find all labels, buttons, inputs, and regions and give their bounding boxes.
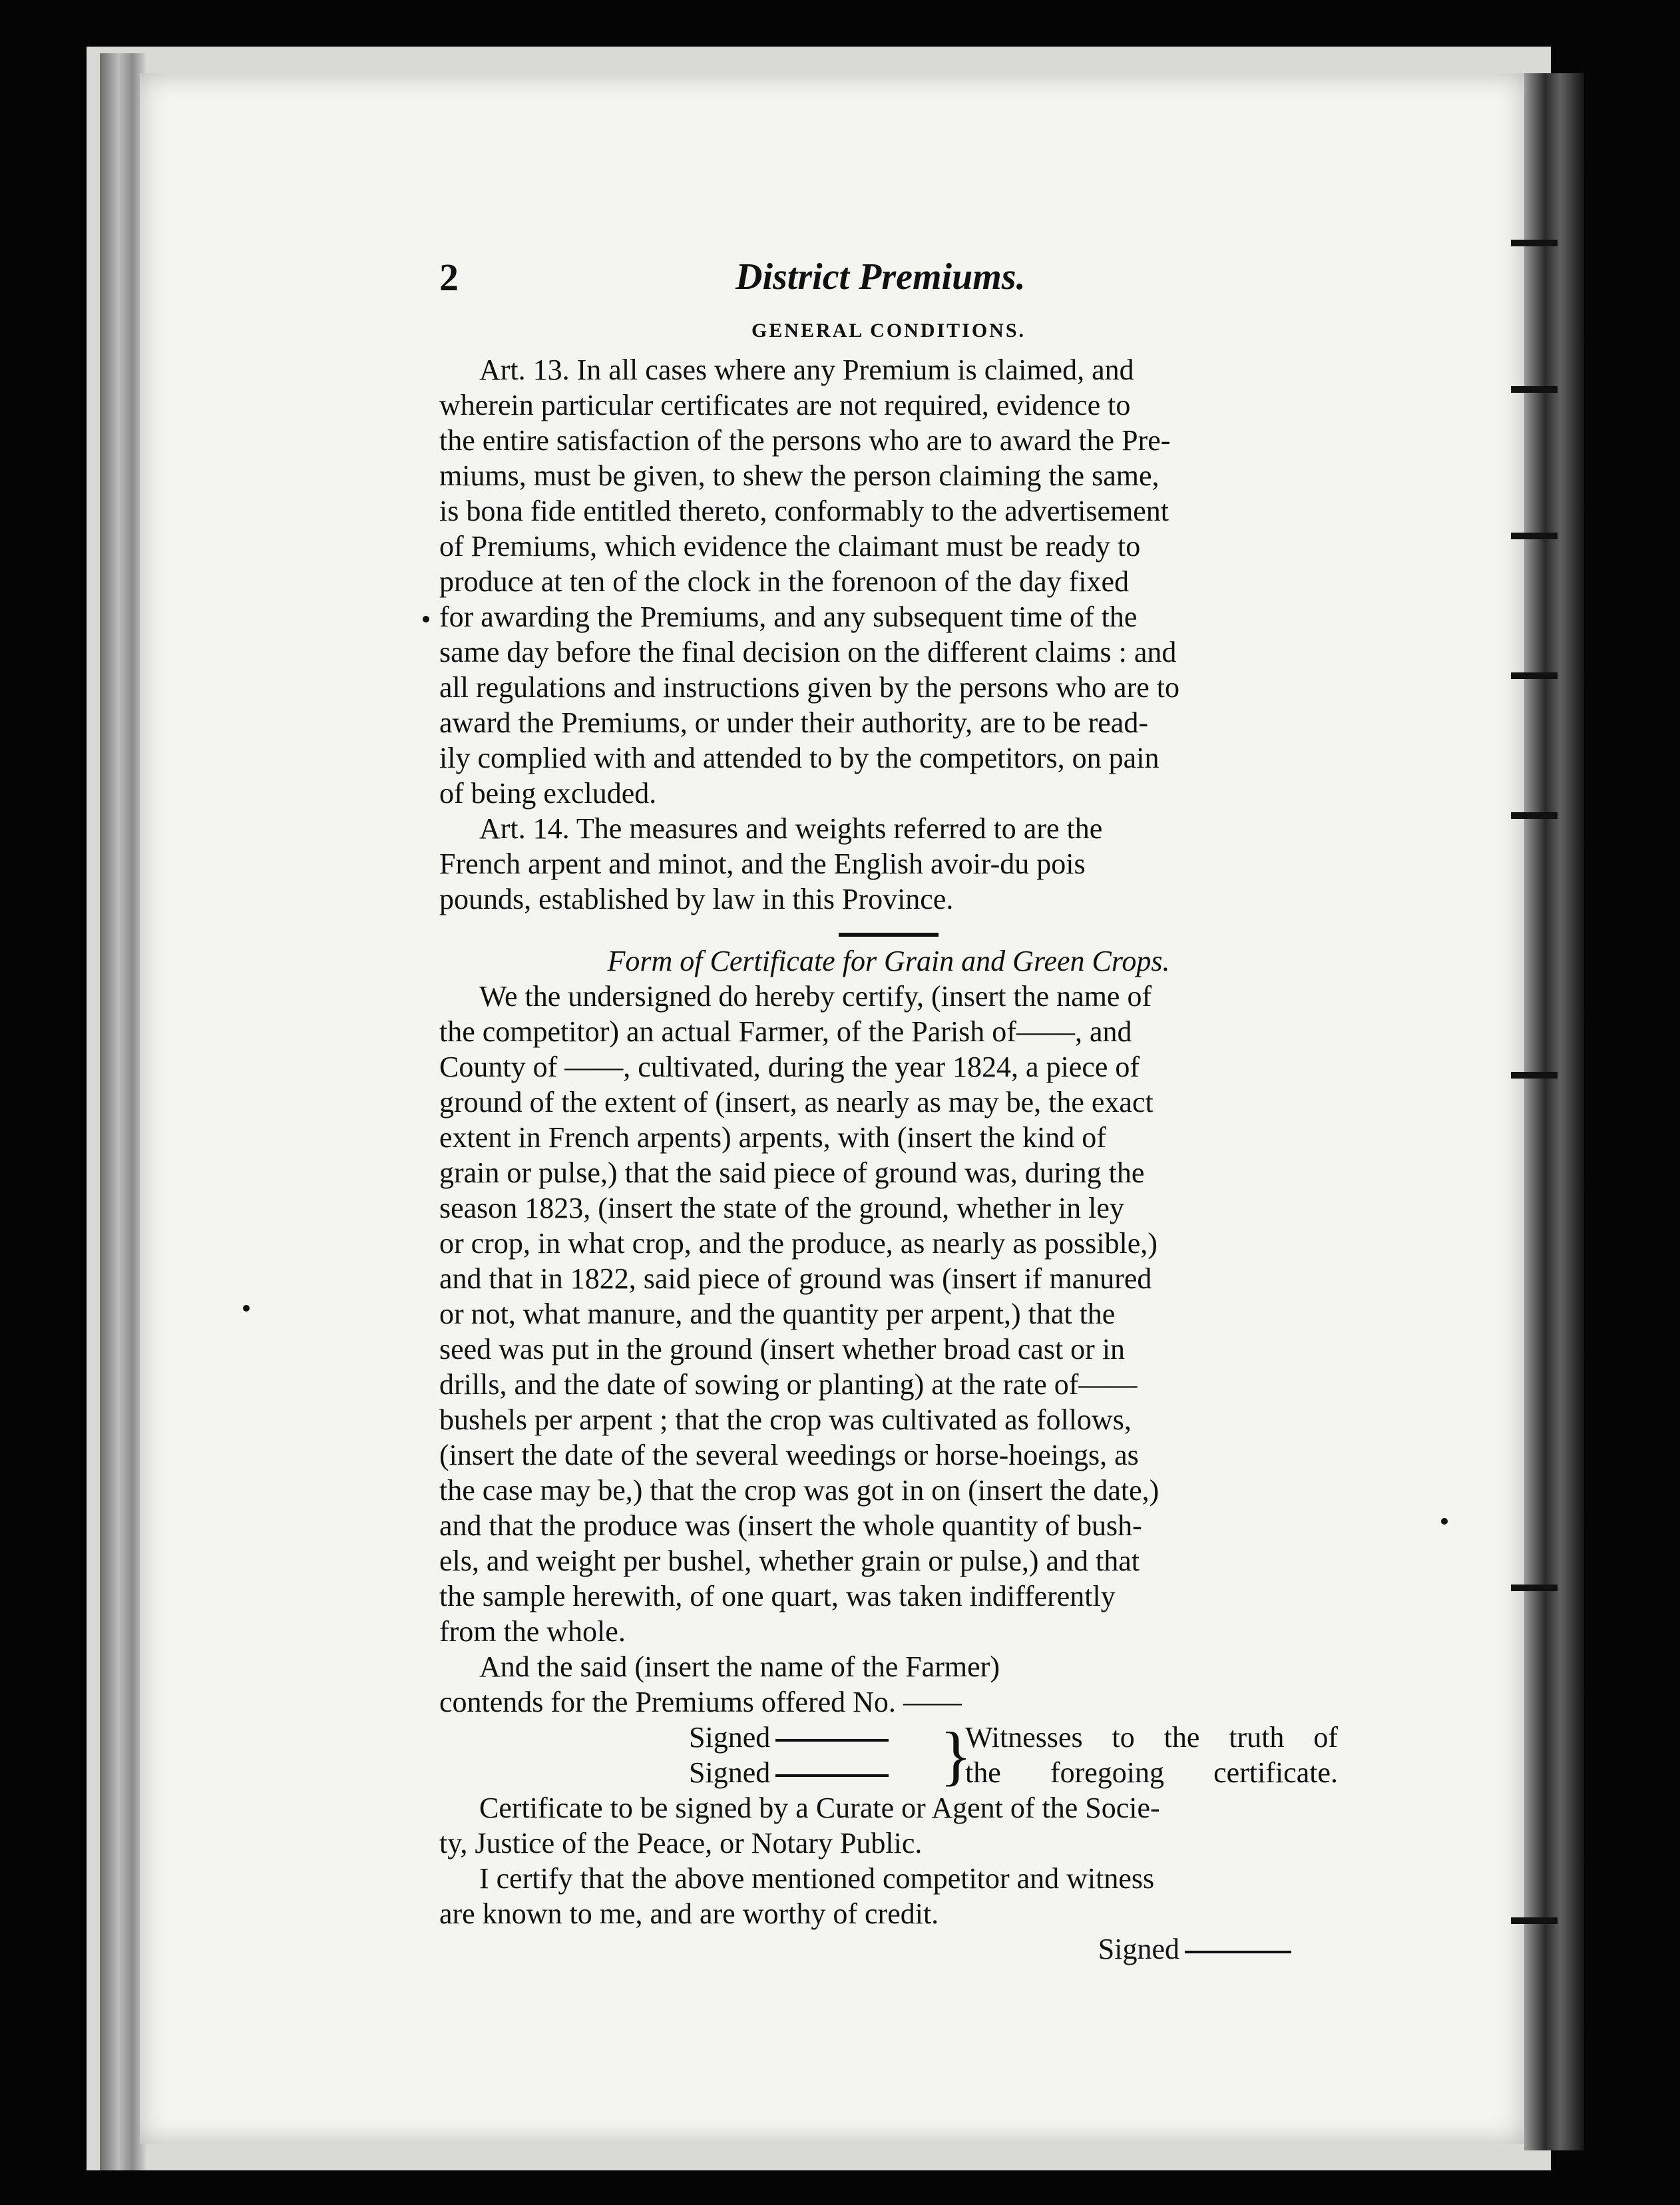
text-line: I certify that the above mentioned competitor and witness bbox=[479, 1862, 1155, 1895]
text-line: the sample herewith, of one quart, was taken indifferently bbox=[439, 1580, 1116, 1612]
binding-mark bbox=[1511, 1917, 1558, 1924]
text-line: contends for the Premiums offered No. —— bbox=[439, 1686, 962, 1718]
text-line: (insert the date of the several weedings or horse-hoeings, as bbox=[439, 1439, 1139, 1471]
binding-mark bbox=[1511, 1072, 1558, 1079]
text-line: Witnesses to the truth of bbox=[965, 1721, 1338, 1754]
text-line: or not, what manure, and the quantity per arpent,) that the bbox=[439, 1298, 1116, 1330]
text-line: drills, and the date of sowing or planting) at the rate of—— bbox=[439, 1368, 1138, 1401]
section-heading: GENERAL CONDITIONS. bbox=[751, 320, 1026, 342]
section-divider bbox=[839, 933, 939, 937]
running-head bbox=[439, 256, 1338, 313]
text-line: the foregoing certificate. bbox=[965, 1756, 1338, 1789]
text-line: the entire satisfaction of the persons who are to award the Pre- bbox=[439, 424, 1171, 457]
text-line: the competitor) an actual Farmer, of the Parish of——, and bbox=[439, 1015, 1132, 1048]
text-line: miums, must be given, to shew the person claiming the same, bbox=[439, 459, 1159, 492]
text-line: award the Premiums, or under their authority, are to be read- bbox=[439, 706, 1148, 739]
attestation bbox=[439, 1861, 1338, 1931]
ink-speck bbox=[1441, 1518, 1448, 1525]
witness-signature-line bbox=[689, 1720, 889, 1755]
text-line: or crop, in what crop, and the produce, as nearly as possible,) bbox=[439, 1227, 1157, 1260]
witness-signature-block bbox=[439, 1720, 1338, 1790]
text-line: same day before the final decision on the different claims : and bbox=[439, 636, 1177, 668]
certificate-title: Form of Certificate for Grain and Green Crops. bbox=[607, 945, 1170, 977]
binding-mark bbox=[1511, 386, 1558, 393]
text-line: the case may be,) that the crop was got in on (insert the date,) bbox=[439, 1474, 1159, 1507]
text-line: for awarding the Premiums, and any subsequent time of the bbox=[439, 601, 1138, 633]
binding-edge bbox=[1524, 73, 1584, 2150]
text-line: ground of the extent of (insert, as nearly as may be, the exact bbox=[439, 1086, 1154, 1118]
article-14 bbox=[439, 811, 1338, 917]
final-signature-line bbox=[439, 1931, 1338, 1967]
text-line: bushels per arpent ; that the crop was cultivated as follows, bbox=[439, 1403, 1132, 1436]
text-line: produce at ten of the clock in the forenoon of the day fixed bbox=[439, 565, 1130, 598]
binding-mark bbox=[1511, 240, 1558, 246]
text-line: and that in 1822, said piece of ground was (insert if manured bbox=[439, 1262, 1152, 1295]
text-line: all regulations and instructions given by the persons who are to bbox=[439, 671, 1179, 704]
page-number: 2 bbox=[439, 256, 459, 299]
text-line: County of ——, cultivated, during the year 1824, a piece of bbox=[439, 1051, 1140, 1083]
text-line: We the undersigned do hereby certify, (insert the name of bbox=[479, 980, 1152, 1013]
text-line: and that the produce was (insert the whole quantity of bush- bbox=[439, 1509, 1142, 1542]
signing-note bbox=[439, 1790, 1338, 1861]
text-line: from the whole. bbox=[439, 1615, 626, 1648]
ink-speck bbox=[423, 616, 429, 622]
text-line: are known to me, and are worthy of credit. bbox=[439, 1897, 939, 1930]
binding-mark bbox=[1511, 672, 1558, 679]
brace-glyph: } bbox=[940, 1718, 972, 1792]
running-title: District Premiums. bbox=[735, 256, 1026, 298]
ink-speck bbox=[243, 1305, 250, 1312]
text-line: grain or pulse,) that the said piece of ground was, during the bbox=[439, 1156, 1145, 1189]
text-line: wherein particular certificates are not required, evidence to bbox=[439, 389, 1131, 421]
text-line: seed was put in the ground (insert whether broad cast or in bbox=[439, 1333, 1126, 1365]
signature-blank bbox=[775, 1774, 889, 1777]
binding-mark bbox=[1511, 1585, 1558, 1591]
signed-label: Signed bbox=[689, 1721, 771, 1754]
text-line: French arpent and minot, and the English avoir-du pois bbox=[439, 848, 1086, 880]
text-line: ily complied with and attended to by the competitors, on pain bbox=[439, 742, 1159, 774]
text-line: Certificate to be signed by a Curate or Agent of the Socie- bbox=[479, 1792, 1160, 1824]
text-line: Art. 14. The measures and weights referred to are the bbox=[479, 812, 1103, 845]
text-line: extent in French arpents) arpents, with (insert the kind of bbox=[439, 1121, 1106, 1154]
signature-blank bbox=[1185, 1951, 1291, 1953]
witness-signature-line bbox=[689, 1755, 889, 1790]
page-content bbox=[439, 256, 1338, 1967]
text-line: els, and weight per bushel, whether grain or pulse,) and that bbox=[439, 1545, 1140, 1577]
text-line: is bona fide entitled thereto, conformably to the advertisement bbox=[439, 495, 1169, 527]
binding-mark bbox=[1511, 533, 1558, 539]
text-line: of Premiums, which evidence the claimant must be ready to bbox=[439, 530, 1141, 563]
certificate-body bbox=[439, 979, 1338, 1649]
text-line: ty, Justice of the Peace, or Notary Public. bbox=[439, 1827, 923, 1859]
text-line: And the said (insert the name of the Farmer) bbox=[479, 1650, 1000, 1683]
text-line: pounds, established by law in this Province. bbox=[439, 883, 954, 915]
contend-block bbox=[439, 1649, 1338, 1720]
signed-label: Signed bbox=[1098, 1933, 1179, 1965]
article-13 bbox=[439, 352, 1338, 811]
text-line: season 1823, (insert the state of the ground, whether in ley bbox=[439, 1192, 1124, 1224]
binding-mark bbox=[1511, 812, 1558, 819]
signed-label: Signed bbox=[689, 1756, 771, 1789]
text-line: of being excluded. bbox=[439, 777, 657, 810]
signature-blank bbox=[775, 1739, 889, 1742]
text-line: Art. 13. In all cases where any Premium is claimed, and bbox=[479, 354, 1134, 386]
